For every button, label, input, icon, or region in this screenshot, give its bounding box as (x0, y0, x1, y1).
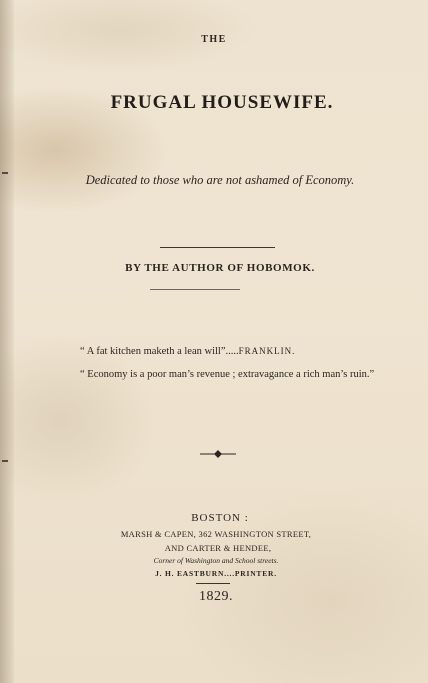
divider-rule (160, 247, 275, 248)
imprint-printer: J. H. EASTBURN....PRINTER. (155, 569, 277, 578)
epigraph-franklin (80, 346, 295, 357)
dedication: Dedicated to those who are not ashamed of Economy. (85, 173, 355, 187)
imprint-city: BOSTON : (191, 512, 249, 524)
epigraph-text: “ A fat kitchen maketh a lean will”..... (80, 346, 239, 357)
short-divider-rule (150, 289, 240, 290)
epigraph-economy: “ Economy is a poor man’s revenue ; extravagance a rich man’s ruin.” (80, 369, 375, 380)
book-title: FRUGAL HOUSEWIFE. (110, 92, 334, 113)
publication-year: 1829. (199, 589, 233, 604)
imprint-rule (196, 583, 230, 584)
imprint-address: Corner of Washington and School streets. (153, 556, 279, 565)
author-byline: BY THE AUTHOR OF HOBOMOK. (125, 262, 315, 274)
imprint-publisher-line2: AND CARTER & HENDEE, (164, 543, 272, 553)
ornament-icon (200, 448, 236, 460)
imprint-publisher-line1: MARSH & CAPEN, 362 WASHINGTON STREET, (120, 529, 312, 539)
title-article: THE (201, 34, 227, 45)
epigraph-attribution: FRANKLIN. (238, 346, 296, 356)
binding-stitch (2, 460, 8, 462)
